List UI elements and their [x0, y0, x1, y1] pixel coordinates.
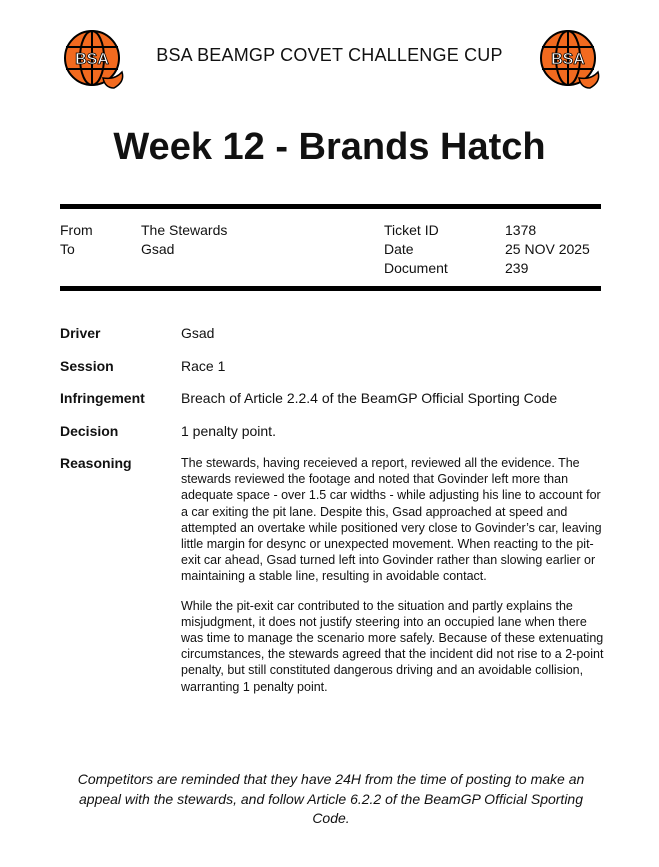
- to-value: Gsad: [141, 241, 175, 257]
- svg-text:BSA: BSA: [75, 51, 109, 68]
- reasoning-label: Reasoning: [60, 455, 132, 471]
- from-label: From: [60, 222, 93, 238]
- championship-title: BSA BEAMGP COVET CHALLENGE CUP: [156, 45, 503, 65]
- driver-label: Driver: [60, 325, 101, 341]
- appeal-notice: Competitors are reminded that they have 24H from the time of posting to make an appeal with the stewards, and follow Article 6.2.2 of the BeamGP Official Sporting Code.: [77, 771, 585, 826]
- session-value: Race 1: [181, 358, 226, 374]
- page-title: Week 12 - Brands Hatch: [113, 126, 546, 168]
- session-label: Session: [60, 358, 114, 374]
- infringement-value: Breach of Article 2.2.4 of the BeamGP Official Sporting Code: [181, 390, 558, 406]
- ticket-id-value: 1378: [505, 222, 537, 238]
- decision-value: 1 penalty point.: [181, 423, 276, 439]
- divider-bottom: [60, 286, 601, 291]
- svg-text:BSA: BSA: [551, 51, 585, 68]
- date-value: 25 NOV 2025: [505, 241, 590, 257]
- globe-logo-icon: [535, 28, 601, 90]
- ticket-id-label: Ticket ID: [384, 222, 439, 238]
- bsa-logo-right: [535, 28, 601, 90]
- driver-value: Gsad: [181, 325, 215, 341]
- infringement-label: Infringement: [60, 390, 145, 406]
- decision-label: Decision: [60, 423, 119, 439]
- from-value: The Stewards: [141, 222, 228, 238]
- to-label: To: [60, 241, 75, 257]
- reasoning-paragraph-1: The stewards, having receieved a report, reviewed all the evidence. The stewards reviewed the footage and noted that Govinder left more than adequate space - over 1.5 car widths - while adjusting his line to account for a car exiting the pit lane. Despite this, Gsad approached at speed and attempted an overtake while positioned very close to Govinder’s car, leaving little margin for desync or unexpected movement. When reacting to the pit-exit car ahead, Gsad turned left into Govinder rather than slowing earlier or maintaining a stable line, resulting in avoidable contact.: [181, 456, 602, 584]
- divider-top: [60, 204, 601, 209]
- date-label: Date: [384, 241, 414, 257]
- document-label: Document: [384, 260, 448, 276]
- reasoning-paragraph-2: While the pit-exit car contributed to the situation and partly explains the misjudgment, it does not justify steering into an occupied lane when there was time to manage the scenario more safely. Because of these extenuating circumstances, the stewards agreed that the incident did not rise to a 2-point penalty, but still constituted dangerous driving and an avoidable collision, warranting 1 penalty point.: [181, 598, 604, 694]
- document-value: 239: [505, 260, 529, 276]
- reasoning-text: [181, 455, 605, 708]
